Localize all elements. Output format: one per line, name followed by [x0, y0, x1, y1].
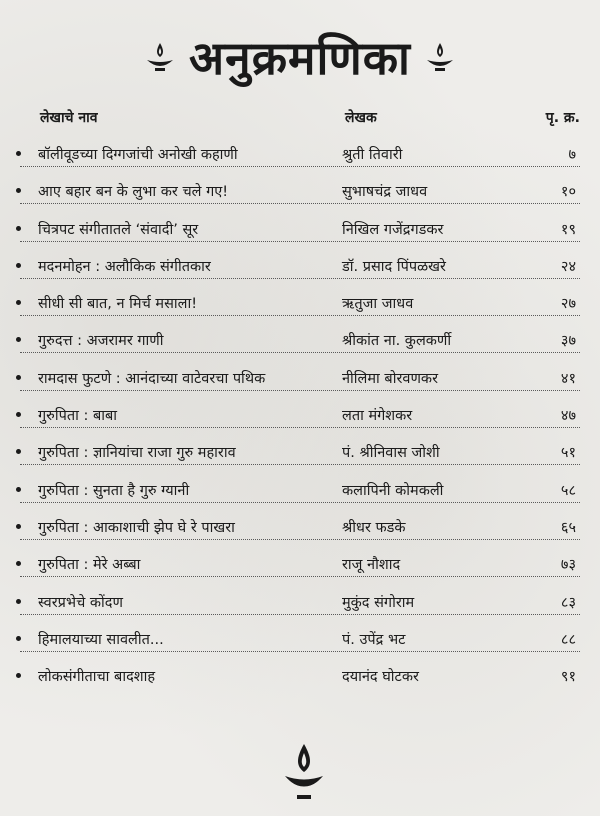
diya-footer-icon	[282, 742, 326, 804]
toc-row	[0, 405, 600, 442]
entry-page: १९	[560, 221, 576, 238]
diya-left-icon	[145, 41, 175, 73]
entry-author: पं. उपेंद्र भट	[342, 631, 406, 648]
toc-list	[0, 144, 600, 703]
entry-author: पं. श्रीनिवास जोशी	[342, 445, 440, 462]
entry-title: गुरुपिता : मेरे अब्बा	[38, 557, 141, 574]
entry-title: हिमालयाच्या सावलीत...	[38, 631, 164, 648]
toc-row	[0, 293, 600, 330]
entry-author: श्रुती तिवारी	[342, 147, 403, 163]
dotted-divider	[20, 203, 580, 204]
toc-row	[0, 554, 600, 591]
entry-title: बॉलीवूडच्या दिग्गजांची अनोखी कहाणी	[38, 147, 238, 163]
toc-row	[0, 442, 600, 479]
entry-author: लता मंगेशकर	[342, 408, 413, 425]
bullet-icon	[16, 263, 21, 268]
diya-right-icon	[425, 41, 455, 73]
entry-page: ७	[568, 147, 576, 163]
entry-author: निखिल गजेंद्रगडकर	[342, 221, 444, 238]
entry-author: सुभाषचंद्र जाधव	[342, 184, 428, 201]
entry-page: ७३	[560, 557, 576, 574]
dotted-divider	[20, 614, 580, 615]
dotted-divider	[20, 651, 580, 652]
entry-title: गुरुपिता : सुनता है गुरु ग्यानी	[38, 482, 190, 499]
dotted-divider	[20, 502, 580, 503]
entry-page: २४	[560, 258, 576, 275]
entry-author: डॉ. प्रसाद पिंपळखरे	[342, 258, 446, 275]
entry-title: चित्रपट संगीतातले ‘संवादी’ सूर	[38, 221, 199, 238]
entry-title: गुरुपिता : बाबा	[38, 408, 118, 425]
toc-row	[0, 517, 600, 554]
entry-title: सीधी सी बात, न मिर्च मसाला!	[38, 296, 198, 313]
bullet-icon	[16, 337, 21, 342]
dotted-divider	[20, 576, 580, 577]
toc-row	[0, 219, 600, 256]
bullet-icon	[16, 375, 21, 380]
bullet-icon	[16, 226, 21, 231]
bullet-icon	[16, 599, 21, 604]
toc-header	[30, 108, 580, 128]
entry-author: ऋतुजा जाधव	[342, 296, 414, 313]
toc-row	[0, 368, 600, 405]
entry-title: मदनमोहन : अलौकिक संगीतकार	[38, 258, 211, 275]
dotted-divider	[20, 464, 580, 465]
toc-row	[0, 666, 600, 703]
dotted-divider	[20, 315, 580, 316]
entry-page: ४७	[560, 408, 576, 425]
toc-row	[0, 256, 600, 293]
dotted-divider	[20, 352, 580, 353]
toc-row	[0, 181, 600, 218]
toc-row	[0, 480, 600, 517]
bullet-icon	[16, 561, 21, 566]
bullet-icon	[16, 524, 21, 529]
bullet-icon	[16, 487, 21, 492]
page-title: अनुक्रमणिका	[189, 31, 411, 85]
bullet-icon	[16, 673, 21, 678]
entry-title: रामदास फुटणे : आनंदाच्या वाटेवरचा पथिक	[38, 370, 266, 387]
entry-author: श्रीधर फडके	[342, 519, 406, 536]
entry-page: २७	[560, 296, 576, 313]
bullet-icon	[16, 412, 21, 417]
entry-author: श्रीकांत ना. कुलकर्णी	[342, 333, 452, 350]
bullet-icon	[16, 188, 21, 193]
toc-row	[0, 144, 600, 181]
entry-title: गुरुपिता : आकाशाची झेप घे रे पाखरा	[38, 519, 235, 536]
entry-author: दयानंद घोटकर	[342, 669, 419, 686]
entry-author: कलापिनी कोमकली	[342, 482, 444, 499]
entry-title: लोकसंगीताचा बादशाह	[38, 669, 156, 686]
dotted-divider	[20, 278, 580, 279]
entry-page: ६५	[560, 519, 576, 536]
dotted-divider	[20, 390, 580, 391]
toc-row	[0, 629, 600, 666]
dotted-divider	[20, 427, 580, 428]
entry-page: १०	[560, 184, 576, 201]
entry-title: स्वरप्रभेचे कोंदण	[38, 594, 123, 611]
bullet-icon	[16, 449, 21, 454]
bullet-icon	[16, 300, 21, 305]
entry-title: आए बहार बन के लुभा कर चले गए!	[38, 184, 229, 201]
header-page-column: पृ. क्र.	[545, 110, 580, 126]
entry-author: मुकुंद संगोराम	[342, 594, 415, 611]
header-author-column: लेखक	[345, 110, 377, 126]
entry-page: ५१	[560, 445, 576, 462]
entry-page: ५८	[560, 482, 576, 499]
header-title-column: लेखाचे नाव	[40, 110, 98, 126]
entry-page: ३७	[560, 333, 576, 350]
dotted-divider	[20, 166, 580, 167]
dotted-divider	[20, 241, 580, 242]
toc-row	[0, 330, 600, 367]
entry-page: ८३	[560, 594, 576, 611]
dotted-divider	[20, 539, 580, 540]
entry-author: राजू नौशाद	[342, 557, 401, 574]
entry-page: ४१	[560, 370, 576, 387]
entry-title: गुरुपिता : ज्ञानियांचा राजा गुरु महाराव	[38, 445, 236, 462]
toc-row	[0, 592, 600, 629]
entry-title: गुरुदत्त : अजरामर गाणी	[38, 333, 164, 350]
bullet-icon	[16, 151, 21, 156]
title-bar	[0, 26, 600, 88]
entry-author: नीलिमा बोरवणकर	[342, 370, 439, 387]
entry-page: ८८	[560, 631, 576, 648]
entry-page: ९१	[560, 669, 576, 686]
bullet-icon	[16, 636, 21, 641]
